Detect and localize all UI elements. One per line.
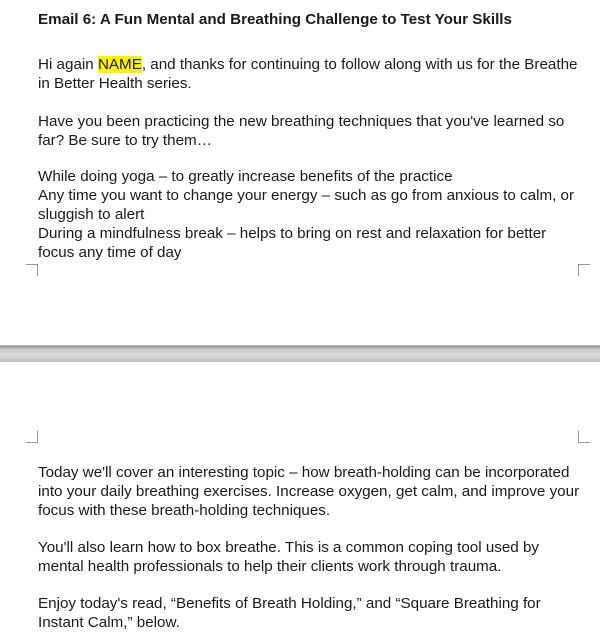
margin-corner-marker (578, 264, 590, 276)
margin-corner-marker (26, 431, 38, 443)
list-item: During a mindfulness break – helps to bring on rest and relaxation for better focus any time of day (38, 225, 547, 261)
margin-corner-marker (26, 264, 38, 276)
greeting-paragraph (38, 55, 583, 93)
margin-corner-marker (578, 431, 590, 443)
technique-list (38, 167, 583, 262)
greeting-start: Hi again (38, 56, 98, 73)
page-break-gap (0, 345, 600, 362)
practice-paragraph: Have you been practicing the new breathing techniques that you've learned so far? Be sure to try them… (38, 113, 565, 149)
topic-paragraph: Today we'll cover an interesting topic – how breath-holding can be incorporated into your daily breathing exercises. Increase oxygen, get calm, and improve your focus with these breath-holding techniques. (38, 464, 580, 519)
document-page-2 (0, 362, 600, 635)
greeting-rest: , and thanks for continuing to follow along with us for the Breathe in Better Health series. (38, 56, 578, 92)
email-heading: Email 6: A Fun Mental and Breathing Challenge to Test Your Skills (38, 11, 512, 28)
enjoy-paragraph: Enjoy today's read, “Benefits of Breath Holding,” and “Square Breathing for Instant Calm,” below. (38, 595, 541, 631)
box-breathe-paragraph: You'll also learn how to box breathe. This is a common coping tool used by mental health professionals to help their clients work through trauma. (38, 539, 540, 575)
name-placeholder: NAME (97, 56, 142, 73)
list-item: While doing yoga – to greatly increase benefits of the practice (38, 168, 453, 185)
list-item: Any time you want to change your energy – such as go from anxious to calm, or sluggish to alert (38, 187, 575, 223)
